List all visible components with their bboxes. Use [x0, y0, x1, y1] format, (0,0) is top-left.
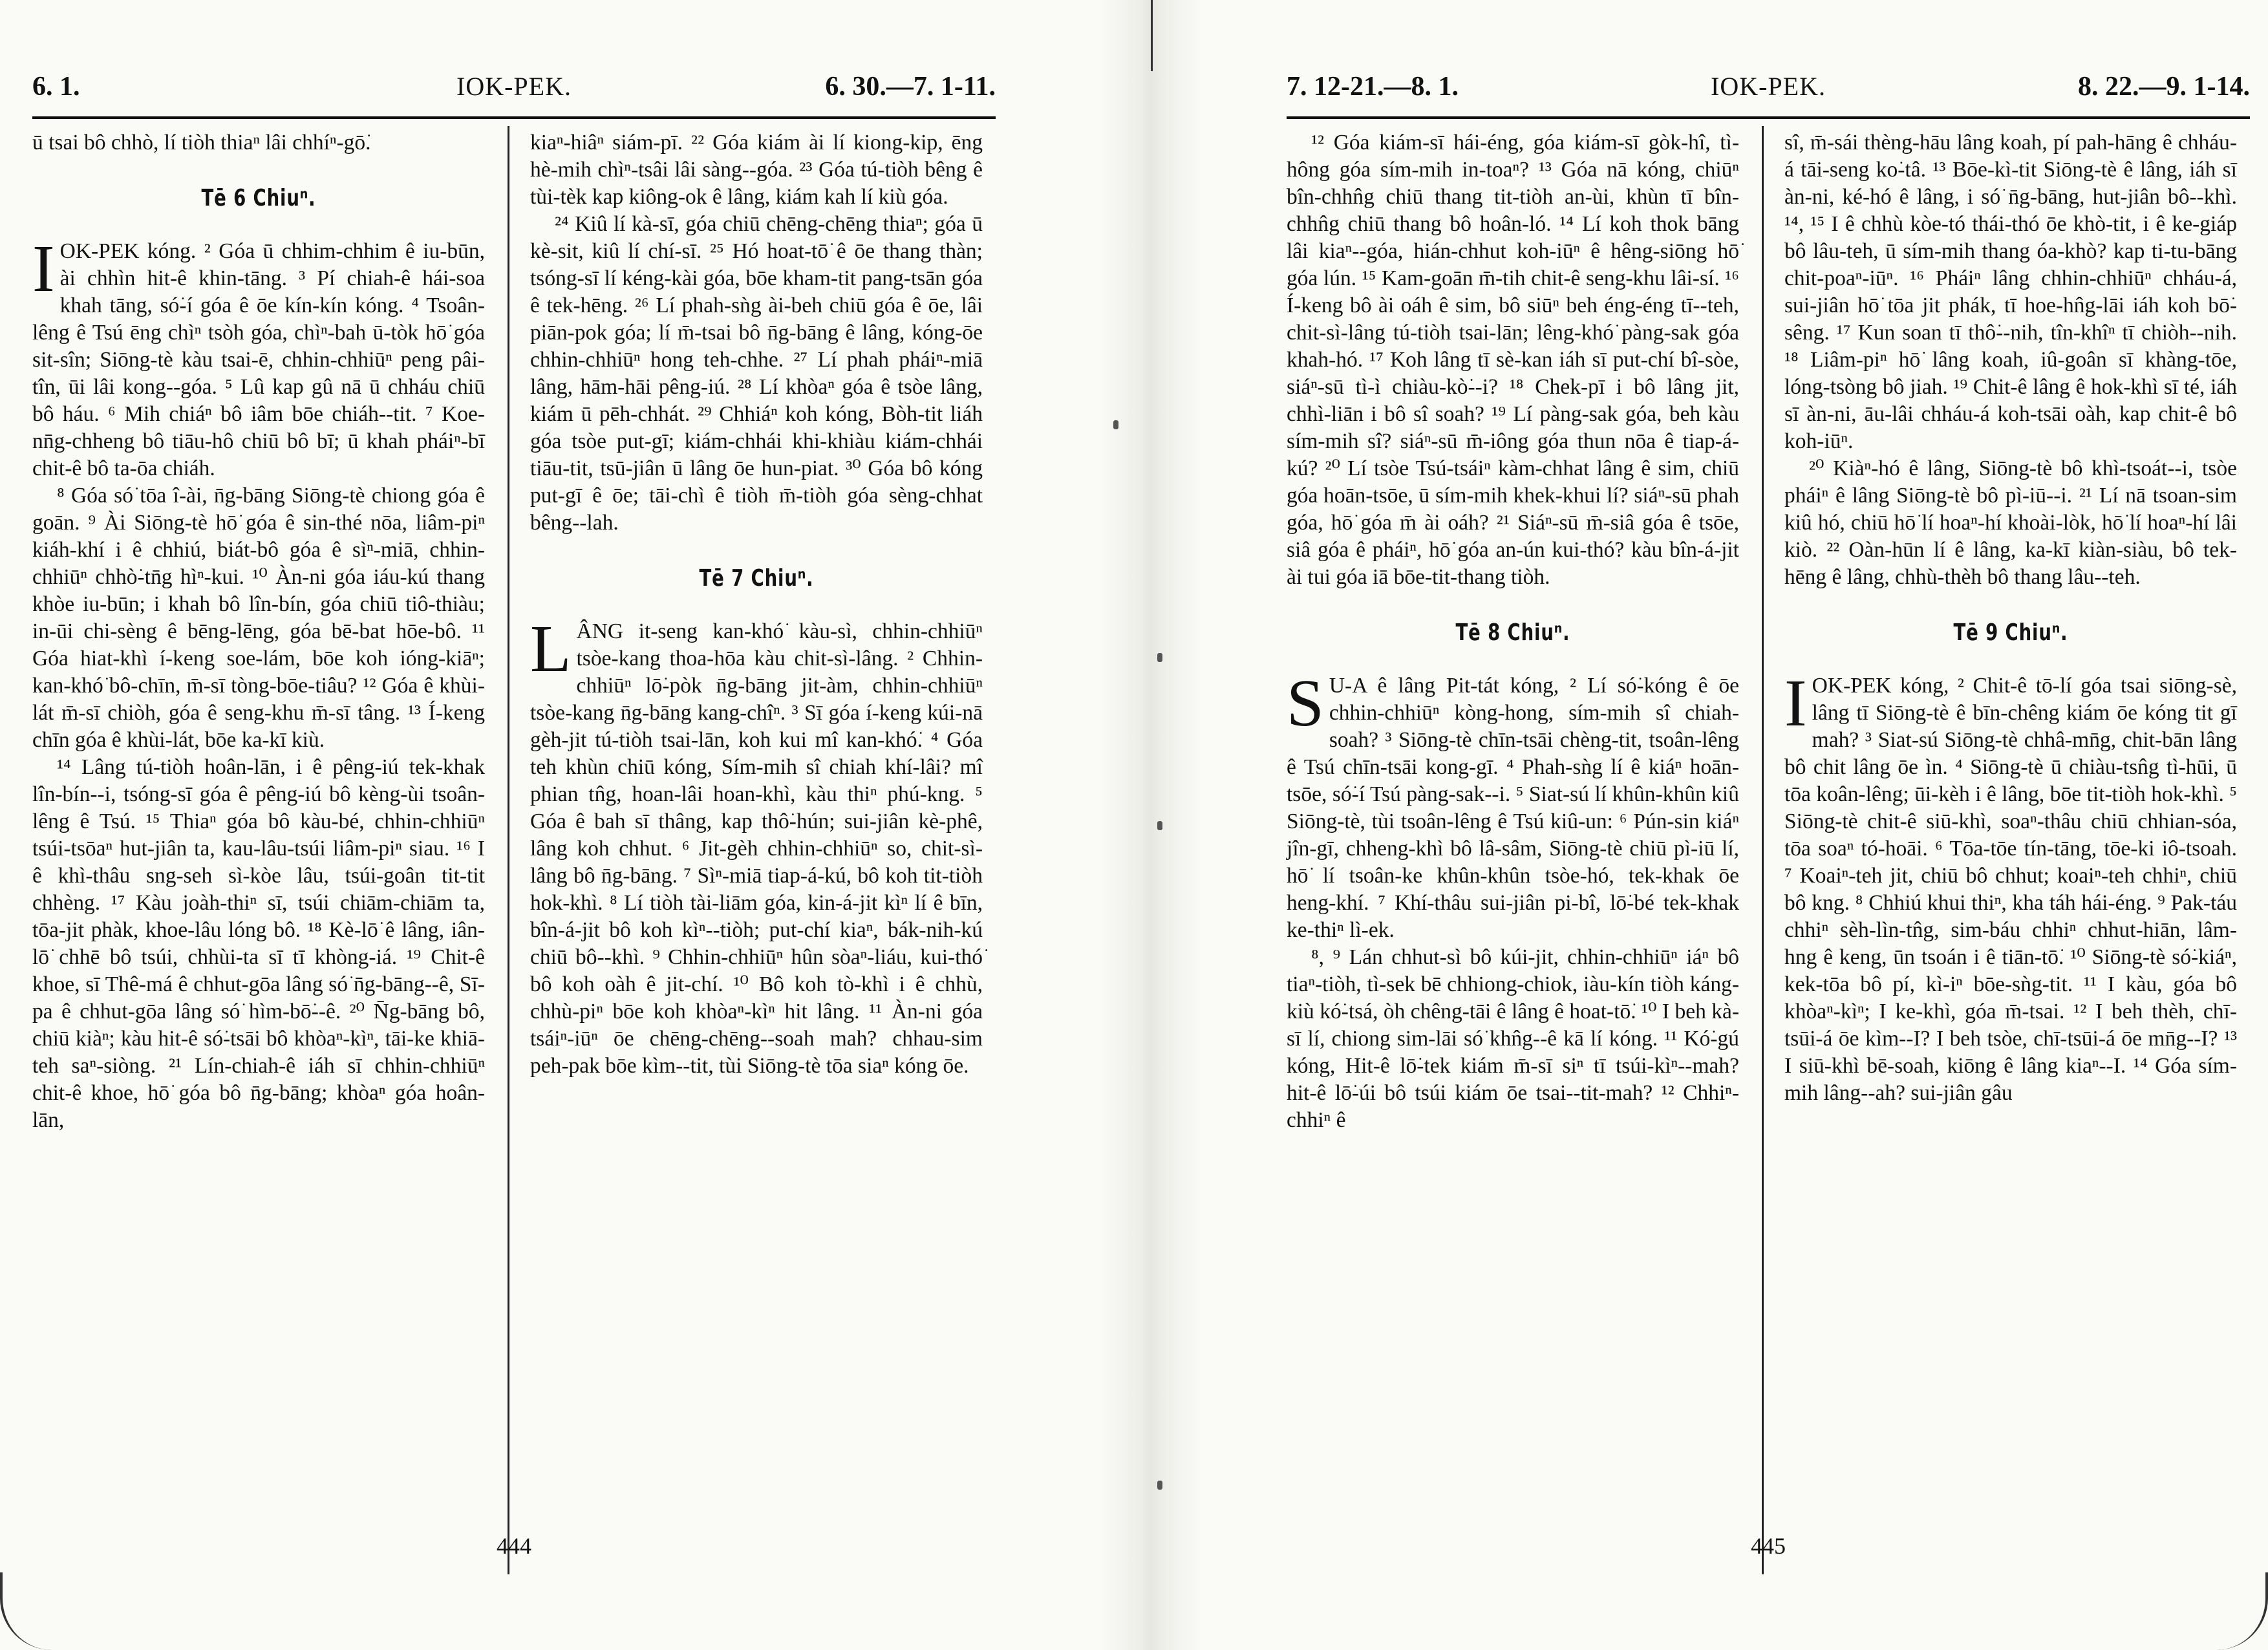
paragraph-text: U-A ê lâng Pit-tát kóng, ² Lí só͘-kóng ê ōe chhin-chhiūⁿ kòng-hong, sím-mih sî chiah-soah? ³ Siōng-tè chīn-tsāi chèng-tit, tsoân-lêng ê Tsú chīn-tsāi kong-gī. ⁴ Phah-sǹg lí ê kiáⁿ hoān-tsōe, só͘-í Tsú pàng-sak--i. ⁵ Siat-sú lí khûn-khûn kiû Siōng-tè, tùi tsoân-lêng ê Tsú kiû-un: ⁶ Pún-sin kiáⁿ jîn-gī, chheng-khì bô lâ-sâm, Siōng-tè chiū pì-iū lí, hō͘ lí tsoân-ke khûn-khûn tsòe-hó, tek-khak ōe heng-khí. ⁷ Khí-thâu sui-jiân pi-bî, lō͘-bé tek-khak ke-thiⁿ lì-ek. [1287, 674, 1739, 942]
text-column-left [1287, 129, 1739, 1552]
text-column-right [1784, 129, 2237, 1552]
text-column-right [530, 129, 983, 1552]
text-column-left [32, 129, 485, 1552]
running-header [32, 71, 996, 116]
page-number: 445 [1751, 1533, 1786, 1559]
paragraph: ¹⁴ Lâng tú-tiòh hoân-lān, i ê pêng-iú tek-khak lîn-bín--i, tsóng-sī góa ê pêng-iú bô kèng-ùi tsoân-lêng ê Tsú. ¹⁵ Thiaⁿ góa bô kàu-bé, chhin-chhiūⁿ tsúi-tsōaⁿ hut-jiân ta, kau-lâu-tsúi liâm-piⁿ siau. ¹⁶ I ê khì-thâu sng-seh sì-kòe lâu, tsúi-goân tit-tit chhèng. ¹⁷ Kàu joàh-thiⁿ sī, tsúi chiām-chiām ta, tōa-jit phàk, khoe-lâu lóng bô. ¹⁸ Kè-lō͘ ê lâng, iân-lō͘ chhē bô tsúi, chhùi-ta sī tī khòng-iá. ¹⁹ Chit-ê khoe, sī Thê-má ê chhut-gōa lâng só͘ n̄g-bāng--ê, Sī-pa ê chhut-gōa lâng só͘ hìm-bō͘--ê. ²⁰ N̄g-bāng bô, chiū kiàⁿ; kàu hit-ê só͘-tsāi bô khòaⁿ-kìⁿ, tāi-ke khiā-teh saⁿ-siòng. ²¹ Lín-chiah-ê iáh sī chhin-chhiūⁿ chit-ê khoe, hō͘ góa bô n̄g-bāng; khòaⁿ góa hoân-lān, [32, 755, 485, 1132]
chapter-heading: Tē 9 Chiuⁿ. [1953, 619, 2068, 646]
paragraph [32, 231, 485, 482]
paragraph: ⁸, ⁹ Lán chhut-sì bô kúi-jit, chhin-chhiūⁿ iáⁿ bô tiaⁿ-tiòh, tì-sek bē chhiong-chiok, iàu-kín tiòh káng-kiù kó͘-tsá, òh chêng-tāi ê lâng ê hoat-tō͘. ¹⁰ I beh kà-sī lí, chiong sim-lāi só͘ khn̂g--ê kā lí kóng. ¹¹ Kó͘-gú kóng, Hit-ê lō͘-tek kiám m̄-sī siⁿ tī tsúi-kìⁿ--mah? hit-ê lō͘-úi bô tsúi kiám ōe tsai--tit-mah? ¹² Chhiⁿ-chhiⁿ ê [1287, 945, 1739, 1132]
gutter-mark [1151, 0, 1153, 71]
header-rule [32, 116, 996, 119]
header-verse-start: 7. 12-21.—8. 1. [1287, 72, 1459, 102]
header-verse-end: 6. 30.—7. 1-11. [825, 72, 996, 102]
paragraph [530, 612, 983, 1080]
paragraph [1784, 666, 2237, 1107]
chapter-heading: Tē 6 Chiuⁿ. [201, 185, 316, 211]
paragraph [1287, 666, 1739, 944]
chapter-heading: Tē 8 Chiuⁿ. [1455, 619, 1570, 646]
header-verse-start: 6. 1. [32, 72, 80, 102]
drop-cap: I [1784, 666, 1807, 740]
paragraph: ¹² Góa kiám-sī hái-éng, góa kiám-sī gòk-hî, tì-hông góa sím-mih in-toaⁿ? ¹³ Góa nā kóng, chiūⁿ bîn-chhn̂g chiū thang tit-tiòh an-ùi, khùn tī bîn-chhn̂g chiū thang bô hoân-ló. ¹⁴ Lí koh thok bāng lâi kiaⁿ--góa, hián-chhut koh-iūⁿ ê hêng-siōng hō͘ góa lún. ¹⁵ Kam-goān m̄-tih chit-ê seng-khu lâi-sí. ¹⁶ Í-keng bô ài oáh ê sim, bô siūⁿ beh éng-éng tī--teh, chit-sì-lâng tú-tiòh tsai-lān; lêng-khó͘ pàng-sak góa khah-hó. ¹⁷ Koh lâng tī sè-kan iáh sī put-chí bî-sòe, siáⁿ-sū tì-ì chiàu-kò͘--i? ¹⁸ Chek-pī i bô lâng jit, chhì-liān i bô sî soah? ¹⁹ Lí pàng-sak góa, beh kàu sím-mih sî? siáⁿ-sū m̄-iông góa thun nōa ê tiap-á-kú? ²⁰ Lí tsòe Tsú-tsáiⁿ kàm-chhat lâng ê sim, chiū góa hoān-tsōe, ū sím-mih khek-khui lí? siáⁿ-sū phah góa, hō͘ góa m̄ ài oáh? ²¹ Siáⁿ-sū m̄-siâ góa ê tsōe, siâ góa ê pháiⁿ, hō͘ góa an-ún kui-thó͘? kàu bîn-á-jit ài tui góa iā bōe-tit-thang tiòh. [1287, 131, 1739, 589]
paragraph: ū tsai bô chhò, lí tiòh thiaⁿ lâi chhíⁿ-gō͘. [32, 131, 371, 155]
right-page [1287, 45, 2250, 1623]
gutter-speck [1157, 821, 1162, 830]
paragraph-text: ÂNG it-seng kan-khó͘ kàu-sì, chhin-chhiūⁿ tsòe-kang thoa-hōa kàu chit-sì-lâng. ² Chhin-chhiūⁿ lō͘-pòk n̄g-bāng jit-àm, chhin-chhiūⁿ tsòe-kang n̄g-bāng kang-chîⁿ. ³ Sī góa í-keng kúi-nā gèh-jit tú-tiòh tsai-lān, koh kui mî kan-khó͘. ⁴ Góa teh khùn chiū kóng, Sím-mih sî chiah khí-lâi? mî phian tn̂g, hoan-lâi hoan-khì, kàu thiⁿ phú-kng. ⁵ Góa ê bah sī thâng, kap thô͘-hún; sui-jiân kè-phê, lâng koh chhut. ⁶ Jit-gèh chhin-chhiūⁿ so, chit-sì-lâng bô n̄g-bāng. ⁷ Sìⁿ-miā tiap-á-kú, bô koh tit-tiòh hok-khì. ⁸ Lí tiòh tài-liām góa, kin-á-jit kìⁿ lí ê bīn, bîn-á-jit bô koh kìⁿ--tiòh; put-chí kiaⁿ, bák-nih-kú chiū bô--khì. ⁹ Chhin-chhiūⁿ hûn sòaⁿ-liáu, kui-thó͘ bô koh oàh ê jit-chí. ¹⁰ Bô koh tò-khì i ê chhù, chhù-piⁿ bōe koh khòaⁿ-kìⁿ hit lâng. ¹¹ Àn-ni góa tsáiⁿ-iūⁿ ōe chēng-chēng--soah mah? chhau-sim peh-pak bōe kìm--tit, tùi Siōng-tè tōa siaⁿ kóng ōe. [530, 619, 983, 1078]
paragraph: kiaⁿ-hiâⁿ siám-pī. ²² Góa kiám ài lí kiong-kip, ēng hè-mih chìⁿ-tsâi lâi sàng--góa. ²³ Góa tú-tiòh bêng ê tùi-tèk kap kiông-ok ê lâng, kiám kah lí kiù góa. [530, 131, 983, 209]
header-verse-end: 8. 22.—9. 1-14. [2078, 72, 2250, 102]
paragraph: ²⁰ Kiàⁿ-hó ê lâng, Siōng-tè bô khì-tsoát--i, tsòe pháiⁿ ê lâng Siōng-tè bô pì-iū--i. ²¹ Lí nā tsoan-sim kiû hó, chiū hō͘ lí hoaⁿ-hí khoài-lòk, hō͘ lí hoaⁿ-hí lâi kiò. ²² Oàn-hūn lí ê lâng, ka-kī kiàn-siàu, bô tek-hēng ê lâng, chhù-thèh bô thang lâu--teh. [1784, 456, 2237, 589]
gutter-speck [1157, 653, 1162, 662]
running-header [1287, 71, 2250, 116]
drop-cap: S [1287, 666, 1324, 740]
gutter-speck [1113, 420, 1118, 429]
page-number: 444 [497, 1533, 531, 1559]
drop-cap: I [32, 231, 55, 306]
paragraph-text: OK-PEK kóng. ² Góa ū chhim-chhim ê iu-būn, ài chhìn hit-ê khin-tāng. ³ Pí chiah-ê hái-soa khah tāng, só͘-í góa ê ōe kín-kín kóng. ⁴ Tsoân-lêng ê Tsú ēng chìⁿ tsòh góa, chìⁿ-bah ū-tòk hō͘ góa sit-sîn; Siōng-tè kàu tsai-ē, chhin-chhiūⁿ peng pâi-tîn, ūi lâi kong--góa. ⁵ Lû kap gû nā ū chháu chiū bô háu. ⁶ Mih chiáⁿ bô iâm bōe chiáh--tit. ⁷ Koe-nn̄g-chheng bô tiāu-hô chiū bô bī; ū khah pháiⁿ-bī chit-ê bô ta-ōa chiáh. [32, 239, 485, 480]
column-rule [508, 126, 509, 1574]
drop-cap: L [530, 612, 572, 686]
paragraph: ²⁴ Kiû lí kà-sī, góa chiū chēng-chēng thiaⁿ; góa ū kè-sit, kiû lí chí-sī. ²⁵ Hó hoat-tō͘ ê ōe thang thàn; tsóng-sī lí kéng-kài góa, bōe kham-tit pang-tsān góa ê tek-hēng. ²⁶ Lí phah-sǹg ài-beh chiū góa ê ōe, lâi piān-pok góa; lí m̄-tsai bô n̄g-bāng ê lâng, kóng-ōe chhin-chhiūⁿ hong teh-chhe. ²⁷ Lí phah pháiⁿ-miā lâng, hām-hāi pêng-iú. ²⁸ Lí khòaⁿ góa ê tsòe lâng, kiám ū pēh-chhát. ²⁹ Chhiáⁿ koh kóng, Bòh-tit liáh góa tsòe put-gī; kiám-chhái khi-khiàu kiám-chhái tiāu-tit, tsū-jiân ū lâng ōe hun-piat. ³⁰ Góa bô kóng put-gī ê ōe; tāi-chì ê tiòh m̄-tiòh góa sèng-chhat bêng--lah. [530, 212, 983, 535]
left-page [32, 45, 996, 1623]
gutter-speck [1157, 1481, 1162, 1490]
paragraph: ⁸ Góa só͘ tōa î-ài, n̄g-bāng Siōng-tè chiong góa ê goān. ⁹ Ài Siōng-tè hō͘ góa ê sin-thé nōa, liâm-piⁿ kiáh-khí i ê chhiú, biát-bô góa ê sìⁿ-miā, chhin-chhiūⁿ chhò͘-tn̄g hìⁿ-kui. ¹⁰ Àn-ni góa iáu-kú thang khòe iu-būn; i khah bô lîn-bín, góa chiū tiô-thiàu; in-ūi chi-sèng ê bēng-lēng, góa bē-bat hōe-bô. ¹¹ Góa hiat-khì í-keng soe-lám, bōe koh ióng-kiāⁿ; kan-khó͘ bô-chīn, m̄-sī tòng-bōe-tiâu? ¹² Góa ê khùi-lát m̄-sī chiòh, góa ê seng-khu m̄-sī tâng. ¹³ Í-keng chīn góa ê khùi-lát, bōe ka-kī kiù. [32, 484, 485, 752]
paragraph: sî, m̄-sái thèng-hāu lâng koah, pí pah-hāng ê chháu-á tāi-seng ko͘-tâ. ¹³ Bōe-kì-tit Siōng-tè ê lâng, iáh sī àn-ni, ké-hó ê lâng, i só͘ n̄g-bāng, hut-jiân bô--khì. ¹⁴, ¹⁵ I ê chhù kòe-tó thái-thó ōe khò-tit, i ê ke-giáp bô lâu-teh, ū sím-mih thang óa-khò? kap ti-tu-bāng chit-poaⁿ-iūⁿ. ¹⁶ Pháiⁿ lâng chhin-chhiūⁿ chháu-á, sui-jiân hō͘ tōa jit phák, tī hoe-hn̂g-lāi iáh koh bō͘-sêng. ¹⁷ Kun soan tī thô͘--nih, tîn-khîⁿ tī chiòh--nih. ¹⁸ Liâm-piⁿ hō͘ lâng koah, iû-goân sī khàng-tōe, lóng-tsòng bô jiah. ¹⁹ Chit-ê lâng ê hok-khì sī té, iáh sī àn-ni, āu-lâi chháu-á koh-tsāi oàh, kap chit-ê bô koh-iūⁿ. [1784, 131, 2237, 453]
column-rule [1762, 126, 1764, 1574]
header-book-title: IOK-PEK. [456, 72, 572, 101]
chapter-heading: Tē 7 Chiuⁿ. [699, 565, 814, 592]
header-book-title: IOK-PEK. [1711, 72, 1826, 101]
paragraph-text: OK-PEK kóng, ² Chit-ê tō-lí góa tsai siōng-sè, lâng tī Siōng-tè ê bīn-chêng kiám ōe kóng tit gī mah? ³ Siat-sú Siōng-tè chhâ-mn̄g, chit-bān lâng bô chit lâng ōe ìn. ⁴ Siōng-tè ū chiàu-tsn̂g tì-hūi, ū tōa koân-lêng; ūi-kèh i ê lâng, bōe tit-tiòh hok-khì. ⁵ Siōng-tè chit-ê siū-khì, soaⁿ-thâu chiū chhian-sóa, tōa soaⁿ tó-hoāi. ⁶ Tōa-tōe tín-tāng, tōe-ki iô-tsoah. ⁷ Koaiⁿ-teh jit, chiū bô chhut; koaiⁿ-teh chhiⁿ, chiū bô kng. ⁸ Chhiú khui thiⁿ, kha táh hái-éng. ⁹ Pak-táu chhiⁿ sèh-lìn-tn̂g, sim-báu chhiⁿ chhut-hiān, lâm-hng ê keng, ūn tsoán i ê tiān-tō͘. ¹⁰ Siōng-tè só͘-kiáⁿ, kek-tōa bô pí, kì-iⁿ bōe-sǹg-tit. ¹¹ I kàu, góa bô khòaⁿ-kìⁿ; I ke-khì, góa m̄-tsai. ¹² I beh thèh, chī-tsūi-á ōe kìm--I? I beh tsòe, chī-tsūi-á ōe mn̄g--I? ¹³ I siū-khì bē-soah, kiōng ê lâng kiaⁿ--I. ¹⁴ Góa sím-mih lâng--ah? sui-jiân gâu [1784, 674, 2237, 1105]
header-rule [1287, 116, 2250, 119]
book-gutter [1099, 0, 1203, 1650]
